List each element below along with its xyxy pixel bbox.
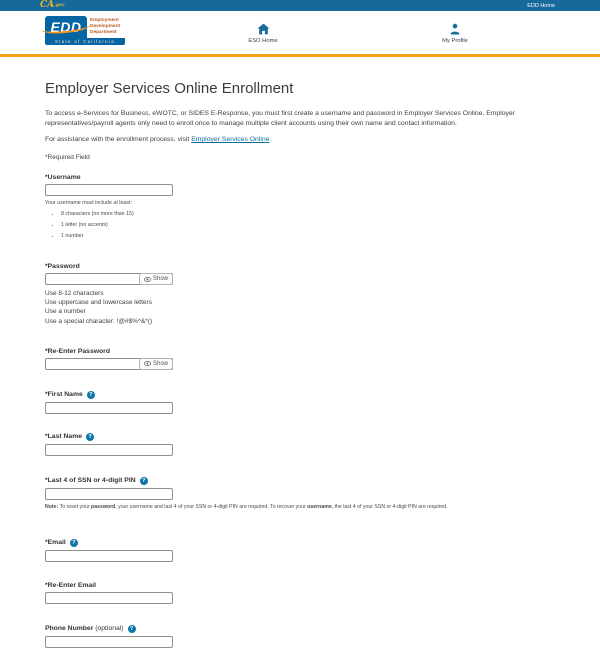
edd-logo-line: Department xyxy=(90,30,117,35)
last-name-label: *Last Name xyxy=(45,433,83,441)
email-label: *Email xyxy=(45,539,66,547)
password-hint: Use a number xyxy=(45,308,86,316)
assistance-text: For assistance with the enrollment process, visit xyxy=(45,136,192,143)
note-text: To reset your xyxy=(58,503,92,510)
reenter-password-show-button[interactable] xyxy=(139,358,173,370)
main-content xyxy=(0,80,600,648)
note-text: , the last 4 of your SSN or 4-digit PIN are required. xyxy=(331,503,448,510)
edd-logo-tagline: State of California xyxy=(45,38,125,45)
ssn-pin-input[interactable] xyxy=(45,488,173,500)
help-icon[interactable]: ? xyxy=(86,433,94,441)
username-input[interactable] xyxy=(45,184,173,196)
home-icon xyxy=(257,23,270,35)
edd-logo[interactable] xyxy=(45,16,125,45)
assistance-text-end: . xyxy=(269,136,272,143)
edd-logo-line: Development xyxy=(90,24,121,29)
nav-eso-home-label: ESO Home xyxy=(248,38,278,44)
nav-my-profile[interactable] xyxy=(420,23,490,44)
edd-logo-wordmark xyxy=(90,16,120,38)
phone-input[interactable] xyxy=(45,636,173,648)
phone-field-group xyxy=(45,625,555,648)
phone-label xyxy=(45,625,124,632)
password-hint: Use uppercase and lowercase letters xyxy=(45,299,152,307)
username-helper: Your username must include at least: xyxy=(45,200,132,206)
phone-optional-text: (optional) xyxy=(93,625,124,633)
edd-logo-box xyxy=(45,16,87,38)
password-field-group xyxy=(45,263,555,326)
username-rule: • 8 characters (no more than 15) xyxy=(61,211,555,217)
reenter-password-field-group xyxy=(45,348,555,370)
person-icon xyxy=(449,23,461,35)
last-name-field-group xyxy=(45,433,555,456)
help-icon[interactable]: ? xyxy=(140,477,148,485)
intro-paragraph: To access e-Services for Business, eWOTC, or SIDES E-Response, you must first create a username and password in Employer Services Online. Employer representatives/payroll agents only need to enroll once to manage multiple client accounts using their own name and contact information. xyxy=(45,110,515,127)
ca-gov-logo-ca: CA xyxy=(40,0,55,10)
help-icon[interactable]: ? xyxy=(70,539,78,547)
edd-logo-line: Employment xyxy=(90,18,119,23)
ssn-pin-label: *Last 4 of SSN or 4-digit PIN xyxy=(45,477,136,485)
eye-icon xyxy=(144,361,151,366)
username-label: *Username xyxy=(45,174,81,181)
edd-logo-swoosh-icon xyxy=(41,18,92,35)
header xyxy=(0,11,600,57)
ca-gov-logo[interactable] xyxy=(40,1,65,10)
last-name-input[interactable] xyxy=(45,444,173,456)
reenter-password-show-label: Show xyxy=(152,360,168,367)
username-rules-list xyxy=(61,211,555,239)
email-input[interactable] xyxy=(45,550,173,562)
assistance-paragraph xyxy=(45,136,555,143)
reenter-email-input[interactable] xyxy=(45,592,173,604)
username-rule: • 1 number xyxy=(61,233,555,239)
username-field-group xyxy=(45,174,555,239)
note-bold: username xyxy=(307,503,332,510)
reenter-email-field-group xyxy=(45,582,555,604)
password-show-label: Show xyxy=(152,276,168,282)
ssn-pin-note xyxy=(45,504,551,510)
password-hints xyxy=(45,289,555,326)
edd-home-link[interactable]: EDD Home xyxy=(527,2,555,9)
ca-gov-logo-gov: .gov xyxy=(54,3,65,8)
first-name-label: *First Name xyxy=(45,391,83,399)
required-field-note: *Required Field xyxy=(45,154,90,161)
note-bold: Note: xyxy=(45,503,59,510)
password-hint: Use 8-12 characters xyxy=(45,290,104,297)
note-text: , your username and last 4 of your SSN or 4-digit PIN are required. To recover your xyxy=(115,503,308,510)
help-icon[interactable]: ? xyxy=(87,391,95,399)
top-utility-bar xyxy=(0,0,600,11)
password-show-button[interactable] xyxy=(139,273,173,285)
ssn-pin-field-group xyxy=(45,477,555,510)
password-hint: Use a special character: !@#$%^&*() xyxy=(45,317,153,325)
nav-eso-home[interactable] xyxy=(228,23,298,44)
email-field-group xyxy=(45,539,555,562)
reenter-email-label: *Re-Enter Email xyxy=(45,581,96,589)
help-icon[interactable]: ? xyxy=(128,625,136,633)
password-label: *Password xyxy=(45,263,80,270)
employer-services-online-link[interactable]: Employer Services Online xyxy=(191,136,270,143)
edd-logo-acronym: EDD xyxy=(50,19,82,35)
reenter-password-label: *Re-Enter Password xyxy=(45,347,110,355)
first-name-input[interactable] xyxy=(45,402,173,414)
nav-my-profile-label: My Profile xyxy=(442,38,468,44)
first-name-field-group xyxy=(45,391,555,414)
page-title: Employer Services Online Enrollment xyxy=(45,80,294,97)
note-bold: password xyxy=(91,503,116,510)
eye-icon xyxy=(144,277,151,282)
username-rule: • 1 letter (no accents) xyxy=(61,222,555,228)
phone-label-text: Phone Number xyxy=(45,625,94,633)
